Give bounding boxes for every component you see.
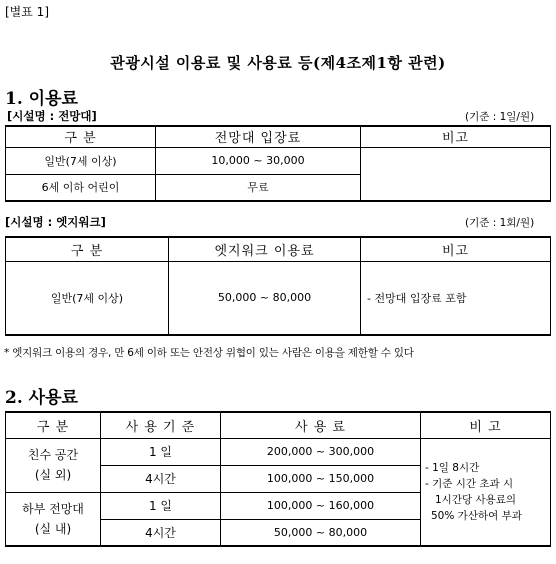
section2-heading: 2. 사용료 [5, 388, 78, 408]
observatory-facility-label: [시설명 : 전망대] [7, 109, 97, 123]
edgewalk-basis: (기준 : 1회/원) [465, 217, 535, 229]
header-category: 구 분 [6, 412, 101, 438]
note-cell [361, 147, 551, 201]
group-name-cell [6, 438, 101, 492]
header-fee: 전망대 입장료 [156, 126, 361, 147]
remarks-cell [421, 438, 551, 546]
fee-cell: 10,000 ~ 30,000 [156, 147, 361, 174]
table-row [6, 261, 551, 335]
basis-cell: 1 일 [101, 492, 221, 519]
document-title: 관광시설 이용료 및 사용료 등(제4조제1항 관련) [110, 54, 446, 72]
observatory-basis: (기준 : 1일/원) [465, 111, 535, 123]
header-fee: 사 용 료 [221, 412, 421, 438]
table-row [6, 147, 551, 174]
fee-cell: 200,000 ~ 300,000 [221, 438, 421, 465]
remark-line: - 1일 8시간 [425, 461, 480, 474]
usage-fee-table [5, 411, 551, 547]
note-cell: - 전망대 입장료 포함 [361, 261, 551, 335]
remark-line: - 기준 시간 초과 시 [425, 477, 514, 490]
table-header-row [6, 126, 551, 147]
category-cell: 6세 이하 어린이 [6, 174, 156, 201]
edgewalk-facility-label: [시설명 : 엣지워크] [5, 215, 106, 229]
table-header-row [6, 412, 551, 438]
group-location: (실 내) [34, 521, 72, 536]
group-location: (실 외) [34, 468, 72, 482]
edgewalk-footnote: * 엣지워크 이용의 경우, 만 6세 이하 또는 안전상 위협이 있는 사람은 이용을 제한할 수 있다 [4, 347, 414, 359]
group-name: 하부 전망대 [22, 501, 84, 516]
annex-label: [별표 1] [5, 5, 49, 19]
fee-cell: 50,000 ~ 80,000 [169, 261, 361, 335]
table-row [6, 438, 551, 465]
header-category: 구 분 [6, 237, 169, 261]
table-header-row [6, 237, 551, 261]
header-remarks: 비 고 [421, 412, 551, 438]
header-basis: 사 용 기 준 [101, 412, 221, 438]
basis-cell: 1 일 [101, 438, 221, 465]
fee-cell: 무료 [156, 174, 361, 201]
basis-cell: 4시간 [101, 465, 221, 492]
basis-cell: 4시간 [101, 519, 221, 546]
edgewalk-fee-table [5, 236, 551, 336]
header-fee: 엣지워크 이용료 [169, 237, 361, 261]
header-category: 구 분 [6, 126, 156, 147]
group-name: 친수 공간 [27, 448, 79, 462]
group-name-cell [6, 492, 101, 546]
fee-cell: 50,000 ~ 80,000 [221, 519, 421, 546]
observatory-fee-table [5, 125, 551, 202]
remark-line: 1시간당 사용료의 [435, 493, 517, 506]
category-cell: 일반(7세 이상) [6, 261, 169, 335]
remark-line: 50% 가산하여 부과 [431, 509, 522, 522]
section1-heading: 1. 이용료 [5, 89, 78, 109]
fee-cell: 100,000 ~ 160,000 [221, 492, 421, 519]
category-cell: 일반(7세 이상) [6, 147, 156, 174]
header-note: 비고 [361, 237, 551, 261]
header-note: 비고 [361, 126, 551, 147]
fee-cell: 100,000 ~ 150,000 [221, 465, 421, 492]
